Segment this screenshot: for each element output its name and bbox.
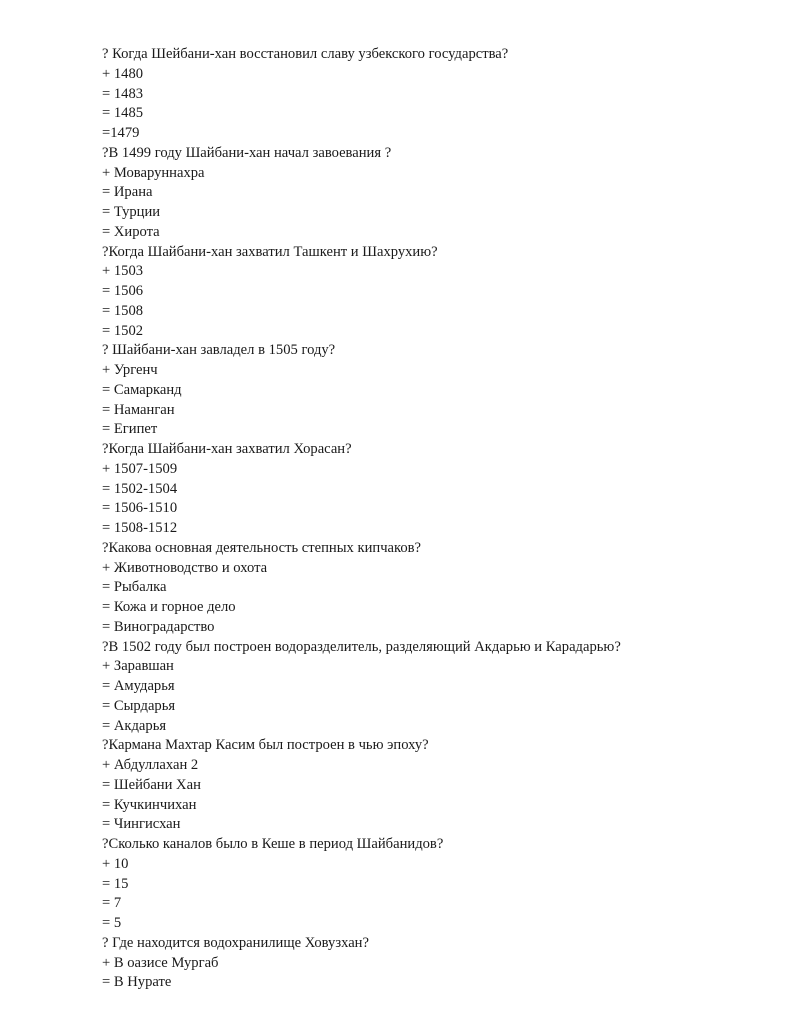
answer-line: + 1503: [102, 263, 144, 280]
answer-line: + Животноводство и охота: [102, 559, 268, 576]
answer-line: + Ургенч: [102, 362, 158, 378]
answer-line: + 1507-1509: [102, 460, 178, 477]
answer-line: = Сырдарья: [102, 697, 176, 714]
answer-line: = 1508: [102, 302, 144, 319]
question-10: ? Где находится водохранилище Ховузхан?: [102, 934, 369, 951]
question-1: ? Когда Шейбани-хан восстановил славу узбекского государства?: [102, 46, 509, 62]
question-7: ?В 1502 году был построен водоразделитель, разделяющий Акдарью и Карадарью?: [102, 638, 621, 655]
answer-line: = 1508-1512: [102, 520, 178, 536]
document-page: [102, 45, 782, 993]
answer-line: = Рыбалка: [102, 579, 167, 596]
answer-line: = Шейбани Хан: [102, 776, 201, 793]
question-3: ?Когда Шайбани-хан захватил Ташкент и Шахрухию?: [102, 243, 438, 260]
question-8: ?Кармана Махтар Касим был построен в чью эпоху?: [102, 737, 429, 754]
answer-line: + В оазисе Мургаб: [102, 954, 219, 971]
answer-line: = Турции: [102, 204, 161, 220]
answer-line: = 5: [102, 915, 122, 931]
question-5: ?Когда Шайбани-хан захватил Хорасан?: [102, 441, 352, 457]
answer-line: = В Нурате: [102, 974, 172, 991]
answer-line: =1479: [102, 125, 140, 141]
answer-line: = Наманган: [102, 401, 175, 418]
answer-line: + Моваруннахра: [102, 164, 205, 181]
answer-line: = Египет: [102, 421, 158, 438]
answer-line: + 10: [102, 855, 129, 872]
answer-line: = Кучкинчихан: [102, 796, 197, 813]
answer-line: = Хирота: [102, 223, 160, 240]
answer-line: = Самарканд: [102, 381, 182, 398]
question-4: ? Шайбани-хан завладел в 1505 году?: [102, 342, 336, 359]
answer-line: + Заравшан: [102, 658, 174, 675]
answer-line: = 1502: [102, 322, 144, 339]
question-9: ?Сколько каналов было в Кеше в период Шайбанидов?: [102, 836, 444, 852]
answer-line: = 1502-1504: [102, 480, 178, 497]
answer-line: = Акдарья: [102, 717, 167, 734]
answer-line: = Ирана: [102, 184, 153, 201]
answer-line: = 7: [102, 895, 122, 912]
answer-line: = 1483: [102, 85, 144, 102]
answer-line: = 1506: [102, 283, 144, 299]
answer-line: + 1480: [102, 65, 144, 82]
answer-line: = Чингисхан: [102, 816, 181, 833]
answer-line: = Кожа и горное дело: [102, 599, 236, 615]
answer-line: = 1506-1510: [102, 500, 178, 517]
question-2: ?В 1499 году Шайбани-хан начал завоевания ?: [102, 144, 392, 161]
answer-line: = Амударья: [102, 678, 175, 694]
answer-line: = 1485: [102, 105, 144, 122]
question-6: ?Какова основная деятельность степных кипчаков?: [102, 539, 422, 556]
answer-line: = Виноградарство: [102, 618, 215, 635]
answer-line: + Абдуллахан 2: [102, 757, 199, 773]
answer-line: = 15: [102, 875, 129, 892]
